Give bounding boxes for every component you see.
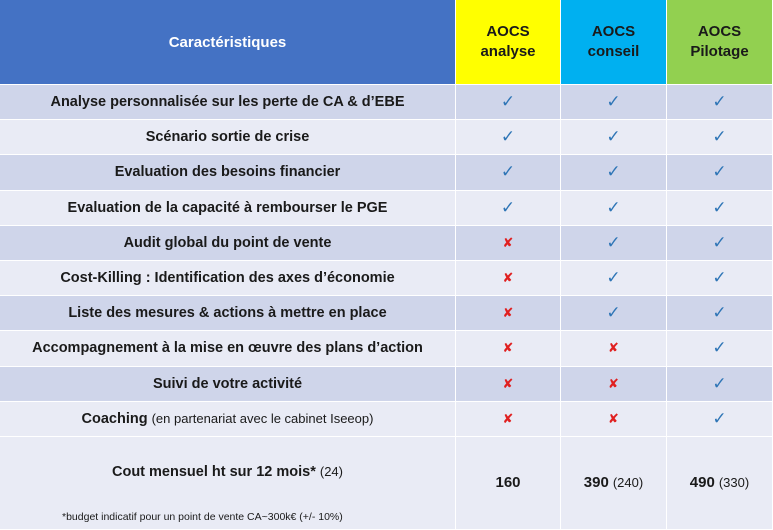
- feature-label: Coaching: [81, 410, 148, 427]
- check-icon: ✓: [712, 197, 727, 217]
- cross-icon: ✘: [502, 410, 514, 426]
- feature-cell: [0, 191, 456, 226]
- plan-name-line2: conseil: [587, 43, 640, 60]
- feature-label: Audit global du point de vente: [123, 234, 332, 251]
- feature-cell: [0, 155, 456, 190]
- plan-name-line1: AOCS: [697, 23, 742, 40]
- check-icon: ✓: [712, 408, 727, 428]
- value-cell: [667, 331, 773, 366]
- value-cell: [561, 367, 667, 402]
- check-icon: ✓: [712, 162, 727, 182]
- plan-name-line2: analyse: [480, 43, 536, 60]
- value-cell: [561, 85, 667, 120]
- header-plan-conseil: [561, 0, 667, 85]
- value-cell: [667, 367, 773, 402]
- value-cell: [667, 120, 773, 155]
- check-icon: ✓: [500, 127, 516, 147]
- feature-cell: [0, 296, 456, 331]
- cross-icon: ✘: [608, 340, 619, 356]
- check-icon: ✓: [606, 197, 621, 217]
- value-cell: [456, 120, 561, 155]
- feature-label: Liste des mesures & actions à mettre en place: [68, 305, 387, 322]
- check-icon: ✓: [712, 92, 727, 112]
- price-note: (240): [612, 475, 644, 491]
- check-icon: ✓: [606, 232, 621, 252]
- value-cell: [667, 402, 773, 437]
- check-icon: ✓: [606, 303, 621, 323]
- value-cell: [667, 85, 773, 120]
- value-cell: [667, 191, 773, 226]
- check-icon: ✓: [712, 338, 727, 358]
- value-cell: [667, 261, 773, 296]
- feature-label: Scénario sortie de crise: [145, 129, 310, 146]
- price-cell: [456, 437, 561, 530]
- feature-note: (en partenariat avec le cabinet Iseeop): [151, 411, 374, 427]
- plan-name-line1: AOCS: [591, 23, 636, 40]
- check-icon: ✓: [606, 268, 621, 288]
- price-value: 160: [495, 474, 521, 492]
- value-cell: [456, 261, 561, 296]
- check-icon: ✓: [712, 303, 727, 323]
- feature-label: Suivi de votre activité: [152, 375, 303, 392]
- value-cell: [667, 296, 773, 331]
- feature-cell: [0, 85, 456, 120]
- feature-label: Analyse personnalisée sur les perte de CA & d’EBE: [50, 94, 405, 111]
- price-label: Cout mensuel ht sur 12 mois*: [112, 463, 316, 480]
- price-note: (330): [718, 475, 750, 491]
- value-cell: [667, 155, 773, 190]
- value-cell: [667, 226, 773, 261]
- price-value: 390: [583, 474, 609, 492]
- value-cell: [561, 226, 667, 261]
- price-cell: [561, 437, 667, 530]
- check-icon: ✓: [606, 127, 621, 147]
- value-cell: [561, 402, 667, 437]
- cross-icon: ✘: [608, 410, 619, 426]
- cross-icon: ✘: [502, 305, 514, 321]
- feature-cell: [0, 120, 456, 155]
- value-cell: [561, 261, 667, 296]
- feature-label: Evaluation des besoins financier: [114, 164, 341, 181]
- value-cell: [456, 85, 561, 120]
- value-cell: [561, 155, 667, 190]
- feature-cell: [0, 226, 456, 261]
- feature-label: Cost-Killing : Identification des axes d’économie: [60, 270, 395, 287]
- header-plan-pilotage: [667, 0, 773, 85]
- check-icon: ✓: [500, 162, 516, 182]
- value-cell: [456, 296, 561, 331]
- footnote: *budget indicatif pour un point de vente CA~300k€ (+/- 10%): [62, 511, 343, 523]
- feature-cell: [0, 367, 456, 402]
- check-icon: ✓: [712, 268, 727, 288]
- plan-name-line2: Pilotage: [690, 43, 749, 60]
- value-cell: [456, 367, 561, 402]
- cross-icon: ✘: [502, 375, 514, 391]
- value-cell: [456, 155, 561, 190]
- feature-label: Evaluation de la capacité à rembourser le PGE: [67, 199, 388, 216]
- check-icon: ✓: [500, 197, 516, 217]
- check-icon: ✓: [606, 162, 621, 182]
- price-value: 490: [689, 474, 715, 492]
- feature-cell: [0, 402, 456, 437]
- check-icon: ✓: [712, 373, 727, 393]
- feature-cell: [0, 331, 456, 366]
- header-characteristics: Caractéristiques: [0, 0, 456, 85]
- header-plan-analyse: [456, 0, 561, 85]
- check-icon: ✓: [500, 92, 516, 112]
- value-cell: [456, 226, 561, 261]
- plan-name-line1: AOCS: [486, 23, 530, 40]
- value-cell: [561, 191, 667, 226]
- value-cell: [456, 402, 561, 437]
- value-cell: [561, 120, 667, 155]
- value-cell: [456, 331, 561, 366]
- check-icon: ✓: [712, 127, 727, 147]
- value-cell: [561, 331, 667, 366]
- value-cell: [561, 296, 667, 331]
- cross-icon: ✘: [502, 270, 514, 286]
- check-icon: ✓: [606, 92, 621, 112]
- feature-label: Accompagnement à la mise en œuvre des plans d’action: [32, 340, 423, 357]
- price-cell: [667, 437, 773, 530]
- value-cell: [456, 191, 561, 226]
- price-label-note: (24): [319, 464, 343, 480]
- cross-icon: ✘: [502, 340, 514, 356]
- feature-cell: [0, 261, 456, 296]
- cross-icon: ✘: [608, 375, 619, 391]
- cross-icon: ✘: [502, 234, 514, 250]
- check-icon: ✓: [712, 232, 727, 252]
